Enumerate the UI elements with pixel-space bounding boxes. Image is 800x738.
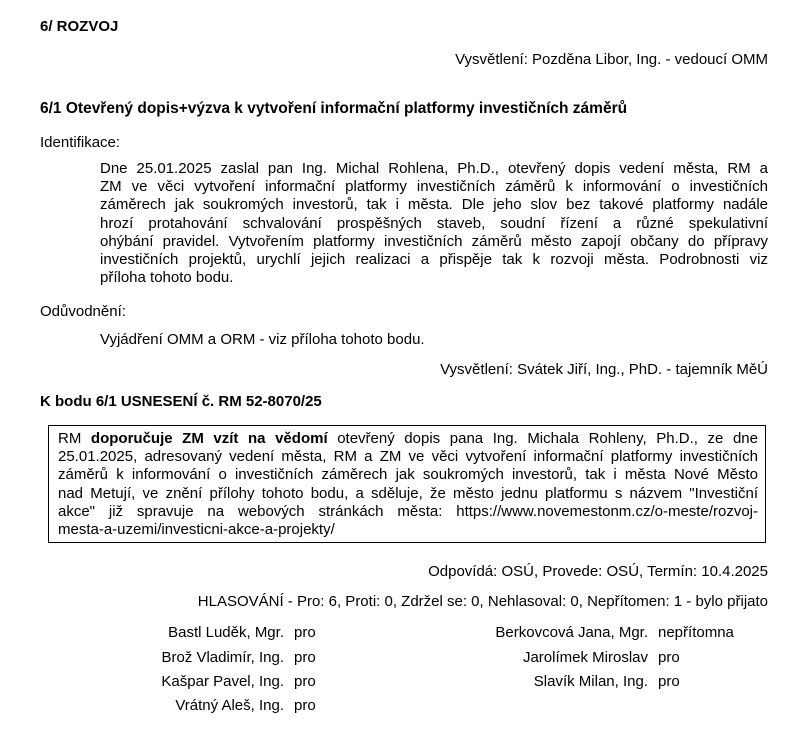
resolution-line1-rest: otevřený dopis pana Ing. Michala Rohleny, Ph.D., ze dne — [327, 430, 758, 447]
justification-text: Vyjádření OMM a ORM - viz příloha tohoto bodu. — [100, 331, 425, 348]
resolution-line: akce" již spravuje na webových stránkách města: https://www.novemestonm.cz/o-meste/rozvoj- — [58, 502, 758, 520]
identification-line: hrozí protahování schvalování prospěšných staveb, soudní řízení a různé spekulativní — [100, 214, 768, 232]
resolution-verb: doporučuje ZM vzít na vědomí — [90, 430, 328, 447]
resolution-line: záměrů k informování o investičních záměrech jak soukromých investorů, tak i města Nové Město — [58, 466, 758, 484]
resolution-line: nad Metují, ve znění přílohy tohoto bodu, a sděluje, že město jednu platformu s názvem "Investiční — [58, 484, 758, 502]
voting-summary: HLASOVÁNÍ - Pro: 6, Proti: 0, Zdržel se: 0, Nehlasoval: 0, Nepřítomen: 1 - bylo přijato — [197, 593, 768, 610]
voter-vote: nepřítomna — [658, 624, 734, 641]
resolution-heading: K bodu 6/1 USNESENÍ č. RM 52-8070/25 — [40, 393, 322, 410]
voter-name: Bastl Luděk, Mgr. — [168, 624, 284, 641]
voter-name: Berkovcová Jana, Mgr. — [495, 624, 648, 641]
voter-name: Brož Vladimír, Ing. — [161, 649, 284, 666]
resolution-line: 25.01.2025, adresovaný vedení města, RM a ZM ve věci vytvoření informační platformy investičních — [58, 448, 758, 466]
justification-label: Odůvodnění: — [40, 303, 126, 320]
identification-line: příloha tohoto bodu. — [100, 269, 234, 287]
voter-name: Jarolímek Miroslav — [522, 649, 648, 666]
voter-vote: pro — [294, 697, 316, 714]
resolution-responsibility: Odpovídá: OSÚ, Provede: OSÚ, Termín: 10.4.2025 — [428, 563, 768, 580]
section-explanation: Vysvětlení: Pozděna Libor, Ing. - vedoucí OMM — [455, 51, 768, 68]
resolution-text — [58, 430, 758, 539]
resolution-line — [58, 430, 758, 448]
identification-paragraph — [100, 160, 768, 287]
section-title: 6/ ROZVOJ — [40, 18, 119, 35]
identification-line: investičních projektů, urychlí jejich realizaci a přispěje tak k rozvoji města. Podrobnosti viz — [100, 250, 768, 268]
identification-line: ohýbání pravidel. Vytvořením platformy investičních záměrů město zapojí občany do přípravy — [100, 232, 768, 250]
voter-vote: pro — [294, 649, 316, 666]
identification-line: Dne 25.01.2025 zaslal pan Ing. Michal Rohlena, Ph.D., otevřený dopis vedení města, RM a — [100, 160, 768, 177]
voter-vote: pro — [658, 649, 680, 666]
identification-line: záměrech jak soukromých investorů, tak i města. Dle jeho slov bez takové platformy nadále — [100, 196, 768, 214]
identification-line: ZM ve věci vytvoření informační platformy investičních záměrů k informování o investičních — [100, 178, 768, 196]
resolution-line: mesta-a-uzemi/investicni-akce-a-projekty/ — [58, 520, 335, 538]
identification-label: Identifikace: — [40, 134, 121, 151]
voter-vote: pro — [658, 673, 680, 690]
voter-vote: pro — [294, 624, 316, 641]
voter-name: Vrátný Aleš, Ing. — [175, 697, 284, 714]
item-title: 6/1 Otevřený dopis+výzva k vytvoření informační platformy investičních záměrů — [40, 100, 628, 117]
resolution-prefix: RM — [58, 430, 91, 447]
voter-vote: pro — [294, 673, 316, 690]
voter-name: Slavík Milan, Ing. — [533, 673, 648, 690]
voter-name: Kašpar Pavel, Ing. — [161, 673, 284, 690]
item-explanation: Vysvětlení: Svátek Jiří, Ing., PhD. - tajemník MěÚ — [440, 361, 768, 378]
